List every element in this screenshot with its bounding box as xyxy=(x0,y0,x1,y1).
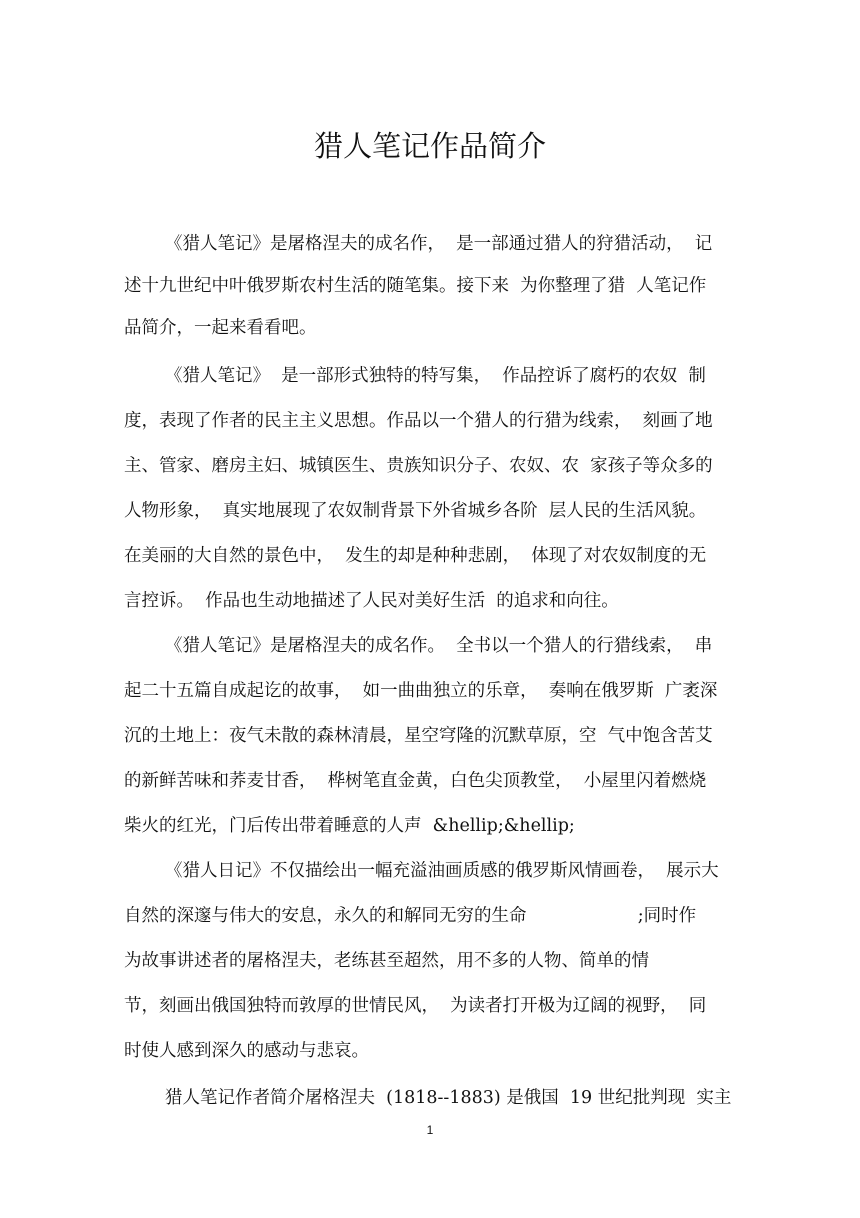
paragraph-line: 起二十五篇自成起讫的故事， 如一曲曲独立的乐章， 奏响在俄罗斯 广袤深 xyxy=(124,681,718,701)
paragraph-line: 述十九世纪中叶俄罗斯农村生活的随笔集。接下来 为你整理了猎 人笔记作 xyxy=(124,276,707,296)
paragraph-line: 时使人感到深久的感动与悲哀。 xyxy=(124,1041,369,1061)
paragraph-line: 为故事讲述者的屠格涅夫，老练甚至超然，用不多的人物、简单的情 xyxy=(124,951,649,971)
paragraph-line: 人物形象， 真实地展现了农奴制背景下外省城乡各阶 层人民的生活风貌。 xyxy=(124,501,707,521)
paragraph-line: 言控诉。 作品也生动地描述了人民对美好生活 的追求和向往。 xyxy=(124,591,619,611)
paragraph-line: 度，表现了作者的民主主义思想。作品以一个猎人的行猎为线索， 刻画了地 xyxy=(124,411,713,431)
paragraph-line: 《猎人笔记》是屠格涅夫的成名作。 全书以一个猎人的行猎线索， 串 xyxy=(165,636,713,656)
paragraph-line: 的新鲜苦味和荞麦甘香， 桦树笔直金黄，白色尖顶教堂， 小屋里闪着燃烧 xyxy=(124,771,707,791)
page-title: 猎人笔记作品简介 xyxy=(313,129,546,163)
page-number: 1 xyxy=(426,1123,434,1137)
paragraph-line: 节，刻画出俄国独特而敦厚的世情民风， 为读者打开极为辽阔的视野， 同 xyxy=(124,996,707,1016)
paragraph-line: 猎人笔记作者简介屠格涅夫 (1818--1883) 是俄国 19 世纪批判现 实主 xyxy=(165,1088,732,1108)
paragraph-line: 《猎人笔记》 是一部形式独特的特写集， 作品控诉了腐朽的农奴 制 xyxy=(165,366,706,386)
paragraph-line: 《猎人笔记》是屠格涅夫的成名作， 是一部通过猎人的狩猎活动， 记 xyxy=(165,234,713,254)
paragraph-line: 品简介，一起来看看吧。 xyxy=(124,318,317,338)
paragraph-line: 柴火的红光，门后传出带着睡意的人声 &hellip;&hellip; xyxy=(124,816,575,836)
paragraph-line: 主、管家、磨房主妇、城镇医生、贵族知识分子、农奴、农 家孩子等众多的 xyxy=(124,456,713,476)
paragraph-line: 在美丽的大自然的景色中， 发生的却是种种悲剧， 体现了对农奴制度的无 xyxy=(124,546,707,566)
paragraph-line: 沉的土地上：夜气未散的森林清晨，星空穹隆的沉默草原，空 气中饱含苦艾 xyxy=(124,726,713,746)
paragraph-line: 自然的深邃与伟大的安息，永久的和解同无穷的生命 ;同时作 xyxy=(124,906,697,926)
paragraph-line: 《猎人日记》不仅描绘出一幅充溢油画质感的俄罗斯风情画卷， 展示大 xyxy=(165,861,719,881)
